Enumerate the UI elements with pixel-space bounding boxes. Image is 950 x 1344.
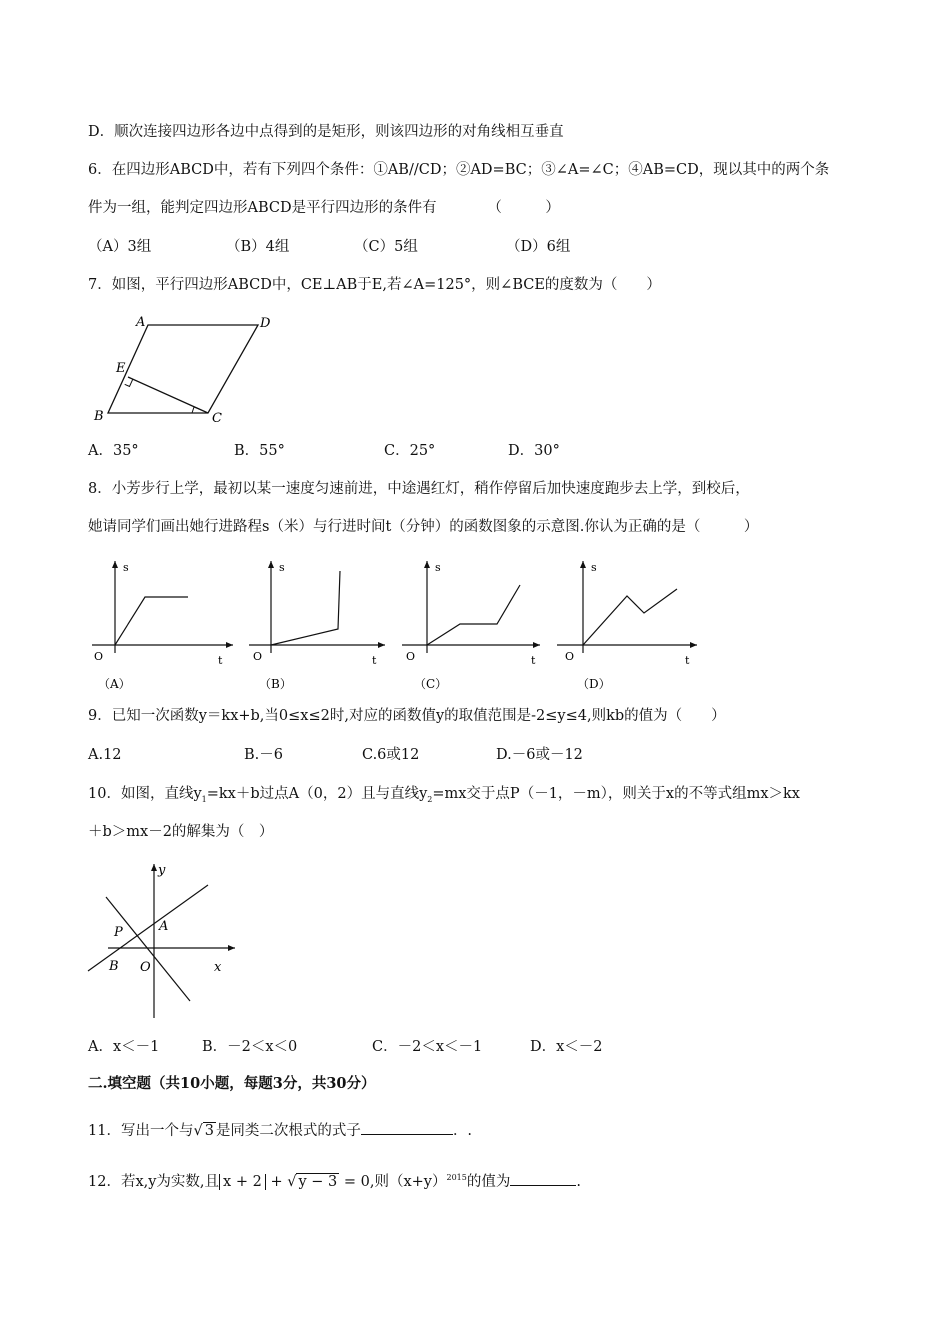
q10-text-line1: 10．如图，直线$y_1=kx+b$过点A（0，2）且与直线$y_2=mx$交于点P（－1，－m），则关于x的不等式组mx＞kx [88, 786, 800, 804]
q8-graph-a [88, 557, 238, 697]
right-angle-mark-e [125, 379, 133, 386]
q10-option-b: B．－2＜x＜0 [202, 1039, 298, 1055]
svg-text:s: s [279, 561, 285, 574]
q11-answer-blank[interactable] [361, 1120, 453, 1135]
q5-option-d: D．顺次连接四边形各边中点得到的是矩形，则该四边形的对角线相互垂直 [88, 124, 564, 140]
label-c: C [212, 411, 222, 425]
svg-text:P: P [114, 925, 123, 940]
svg-text:y: y [158, 863, 166, 878]
q10-graph-figure [80, 858, 250, 1023]
q10-text-line2: ＋b＞mx－2的解集为（ ） [88, 824, 274, 840]
label-d: D [260, 316, 271, 331]
q10-option-d: D．x＜－2 [530, 1039, 603, 1055]
graph-c-line [427, 585, 520, 645]
q8-graph-d [557, 557, 707, 697]
q12-answer-blank[interactable] [510, 1171, 576, 1186]
q9-option-d: D.－6或－12 [496, 747, 583, 763]
graph-d-line [583, 589, 677, 645]
svg-text:B: B [109, 959, 119, 974]
q10-option-c: C．－2＜x＜－1 [372, 1039, 483, 1055]
q6-option-c: （C）5组 [354, 239, 418, 255]
graph-b-line [271, 571, 340, 645]
svg-text:A: A [159, 919, 169, 934]
svg-text:O: O [94, 650, 104, 663]
svg-text:s: s [435, 561, 441, 574]
label-b: B [94, 409, 104, 424]
svg-text:O: O [140, 960, 151, 975]
svg-text:s: s [123, 561, 129, 574]
label-a: A [136, 315, 146, 330]
parallelogram-abcd [108, 325, 258, 413]
q9-option-b: B.－6 [244, 747, 283, 763]
q6-text-line2: 件为一组，能判定四边形ABCD是平行四边形的条件有 （ ） [88, 200, 560, 216]
q6-option-d: （D）6组 [506, 239, 571, 255]
q8-text-line1: 8．小芳步行上学，最初以某一速度匀速前进，中途遇红灯，稍作停留后加快速度跑步去上学，到校后， [88, 481, 750, 497]
q11-text: 11．写出一个与√ 3 是同类二次根式的式子 ．. [88, 1120, 472, 1141]
q6-option-b: （B）4组 [226, 239, 290, 255]
q6-option-a: （A）3组 [88, 239, 152, 255]
q8-graph-b [245, 557, 395, 697]
svg-text:O: O [406, 650, 416, 663]
q8-graph-c [400, 557, 550, 697]
sqrt-3: √ 3 [193, 1123, 214, 1139]
sqrt-expression: √ y − 3 [287, 1173, 338, 1190]
q7-option-c: C．25° [384, 443, 436, 459]
q7-option-a: A．35° [88, 443, 139, 459]
svg-text:t: t [685, 654, 690, 667]
svg-text:s: s [591, 561, 597, 574]
svg-text:O: O [565, 650, 575, 663]
label-e: E [116, 361, 126, 376]
svg-text:t: t [531, 654, 536, 667]
q6-text-line1: 6．在四边形ABCD中，若有下列四个条件：①AB//CD；②AD=BC；③∠A=∠C；④AB=CD，现以其中的两个条 [88, 162, 830, 178]
abs-expression: x + 2 [219, 1174, 266, 1190]
q9-option-a: A.12 [88, 747, 122, 763]
svg-text:x: x [214, 960, 222, 975]
svg-text:（A）: （A） [98, 677, 131, 691]
q9-text: 9．已知一次函数y＝kx+b,当0≤x≤2时,对应的函数值y的取值范围是-2≤y≤4,则kb的值为（ ） [88, 708, 726, 724]
svg-text:（D）: （D） [577, 677, 611, 691]
svg-text:t: t [372, 654, 377, 667]
q7-text: 7．如图，平行四边形ABCD中，CE⊥AB于E,若∠A=125°，则∠BCE的度数为（ ） [88, 277, 661, 293]
section2-title: 二.填空题（共10小题，每题3分，共30分） [88, 1075, 376, 1092]
q10-option-a: A．x＜－1 [88, 1039, 160, 1055]
q12-text: 12．若x,y为实数,且 x + 2 + √ y − 3 = 0,则$(x+y)^{2015}$的值为 . [88, 1168, 581, 1192]
q7-parallelogram-figure [88, 310, 288, 425]
q7-option-b: B．55° [234, 443, 285, 459]
svg-text:（B）: （B） [259, 677, 292, 691]
q7-option-d: D．30° [508, 443, 560, 459]
svg-text:O: O [253, 650, 263, 663]
q9-option-c: C.6或12 [362, 747, 420, 763]
graph-a-line [115, 597, 188, 645]
svg-text:t: t [218, 654, 223, 667]
svg-text:（C）: （C） [414, 677, 448, 691]
q8-text-line2: 她请同学们画出她行进路程s（米）与行进时间t（分钟）的函数图象的示意图.你认为正确的是（ ） [88, 519, 759, 535]
